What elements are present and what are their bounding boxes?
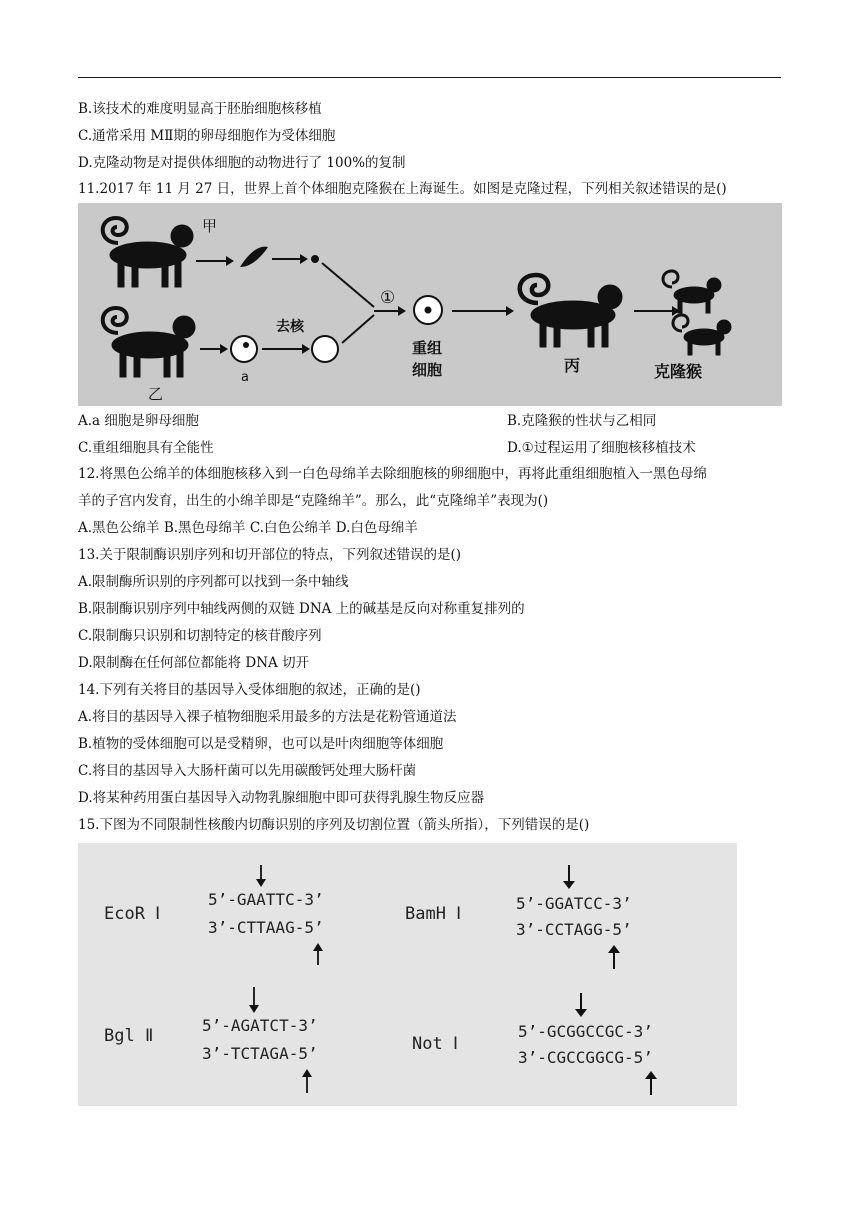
label-bing: 丙 [564, 356, 581, 375]
q14-option-d: D.将某种药用蛋白基因导入动物乳腺细胞中即可获得乳腺生物反应器 [78, 790, 485, 806]
ecor-cut-arrow-bottom-icon [313, 943, 323, 965]
label-clone-monkey: 克隆猴 [654, 362, 703, 381]
restriction-sites-figure [78, 843, 737, 1106]
q10-option-b: B.该技术的难度明显高于胚胎细胞核移植 [78, 101, 322, 117]
q14-option-a: A.将目的基因导入裸子植物细胞采用最多的方法是花粉管通道法 [78, 709, 457, 725]
bgl-bottom-strand: 3’-TCTAGA-5’ [202, 1044, 318, 1063]
q15-stem: 15.下图为不同限制性核酸内切酶识别的序列及切割位置（箭头所指），下列错误的是() [78, 817, 590, 833]
q13-option-c: C.限制酶只识别和切割特定的核苷酸序列 [78, 628, 322, 644]
q12-stem-line2: 羊的子宫内发育，出生的小绵羊即是“克隆绵羊”。那么，此“克隆绵羊”表现为() [78, 493, 549, 509]
label-step-1: ① [380, 288, 396, 308]
q13-stem: 13.关于限制酶识别序列和切开部位的特点，下列叙述错误的是() [78, 547, 462, 563]
not-cut-arrow-top-icon [575, 993, 587, 1017]
q11-option-a: A.a 细胞是卵母细胞 [78, 413, 199, 429]
q10-option-c: C.通常采用 MⅡ期的卵母细胞作为受体细胞 [78, 128, 336, 144]
q13-option-a: A.限制酶所识别的序列都可以找到一条中轴线 [78, 574, 349, 590]
q11-stem: 11.2017 年 11 月 27 日，世界上首个体细胞克隆猴在上海诞生。如图是克隆过程，下列相关叙述错误的是() [78, 181, 727, 197]
label-jia: 甲 [202, 217, 218, 235]
q12-options: A.黑色公绵羊 B.黑色母绵羊 C.白色公绵羊 D.白色母绵羊 [78, 520, 418, 536]
label-a: a [241, 370, 249, 385]
q13-option-d: D.限制酶在任何部位都能将 DNA 切开 [78, 655, 310, 671]
q11-option-c: C.重组细胞具有全能性 [78, 440, 214, 456]
header-rule [78, 77, 781, 78]
not-name: Not Ⅰ [412, 1034, 458, 1054]
bgl-cut-arrow-top-icon [249, 987, 259, 1013]
ecor-cut-arrow-top-icon [256, 865, 266, 887]
monkey-jia-icon [103, 218, 193, 287]
tissue-icon [240, 247, 268, 267]
q11-option-b: B.克隆猴的性状与乙相同 [507, 413, 657, 429]
enucleated-egg-icon [312, 336, 338, 362]
bgl-name: Bgl Ⅱ [104, 1026, 154, 1046]
label-yi: 乙 [148, 385, 164, 403]
bamh-name: BamH Ⅰ [405, 904, 462, 924]
monkey-yi-icon [103, 308, 195, 377]
somatic-nucleus-icon [311, 255, 319, 263]
ecor-name: EcoR Ⅰ [104, 904, 161, 924]
label-recombinant-2: 细胞 [412, 361, 443, 379]
not-bottom-strand: 3’-CGCCGGCG-5’ [518, 1048, 653, 1067]
label-remove-nucleus: 去核 [276, 319, 304, 335]
bamh-cut-arrow-bottom-icon [608, 945, 620, 969]
egg-cell-a-icon [231, 336, 257, 362]
q10-option-d: D.克隆动物是对提供体细胞的动物进行了 100%的复制 [78, 155, 406, 171]
q13-option-b: B.限制酶识别序列中轴线两侧的双链 DNA 上的碱基是反向对称重复排列的 [78, 601, 525, 617]
bgl-top-strand: 5’-AGATCT-3’ [202, 1016, 318, 1035]
q14-option-b: B.植物的受体细胞可以是受精卵，也可以是叶肉细胞等体细胞 [78, 736, 444, 752]
q12-stem-line1: 12.将黑色公绵羊的体细胞核移入到一白色母绵羊去除细胞核的卵细胞中，再将此重组细胞植入一黑色母绵 [78, 466, 707, 482]
bamh-bottom-strand: 3’-CCTAGG-5’ [516, 920, 632, 939]
monkey-bing-icon [520, 275, 622, 347]
q14-option-c: C.将目的基因导入大肠杆菌可以先用碳酸钙处理大肠杆菌 [78, 763, 417, 779]
not-cut-arrow-bottom-icon [645, 1071, 657, 1095]
ecor-top-strand: 5’-GAATTC-3’ [208, 890, 324, 909]
q14-stem: 14.下列有关将目的基因导入受体细胞的叙述，正确的是() [78, 682, 421, 698]
bamh-cut-arrow-top-icon [563, 865, 575, 889]
bamh-top-strand: 5’-GGATCC-3’ [516, 894, 632, 913]
not-top-strand: 5’-GCGGCCGC-3’ [518, 1022, 653, 1041]
ecor-bottom-strand: 3’-CTTAAG-5’ [208, 918, 324, 937]
q11-option-d: D.①过程运用了细胞核移植技术 [507, 440, 696, 456]
label-recombinant-1: 重组 [412, 339, 443, 357]
cloning-process-figure [78, 203, 782, 406]
bgl-cut-arrow-bottom-icon [302, 1069, 312, 1093]
